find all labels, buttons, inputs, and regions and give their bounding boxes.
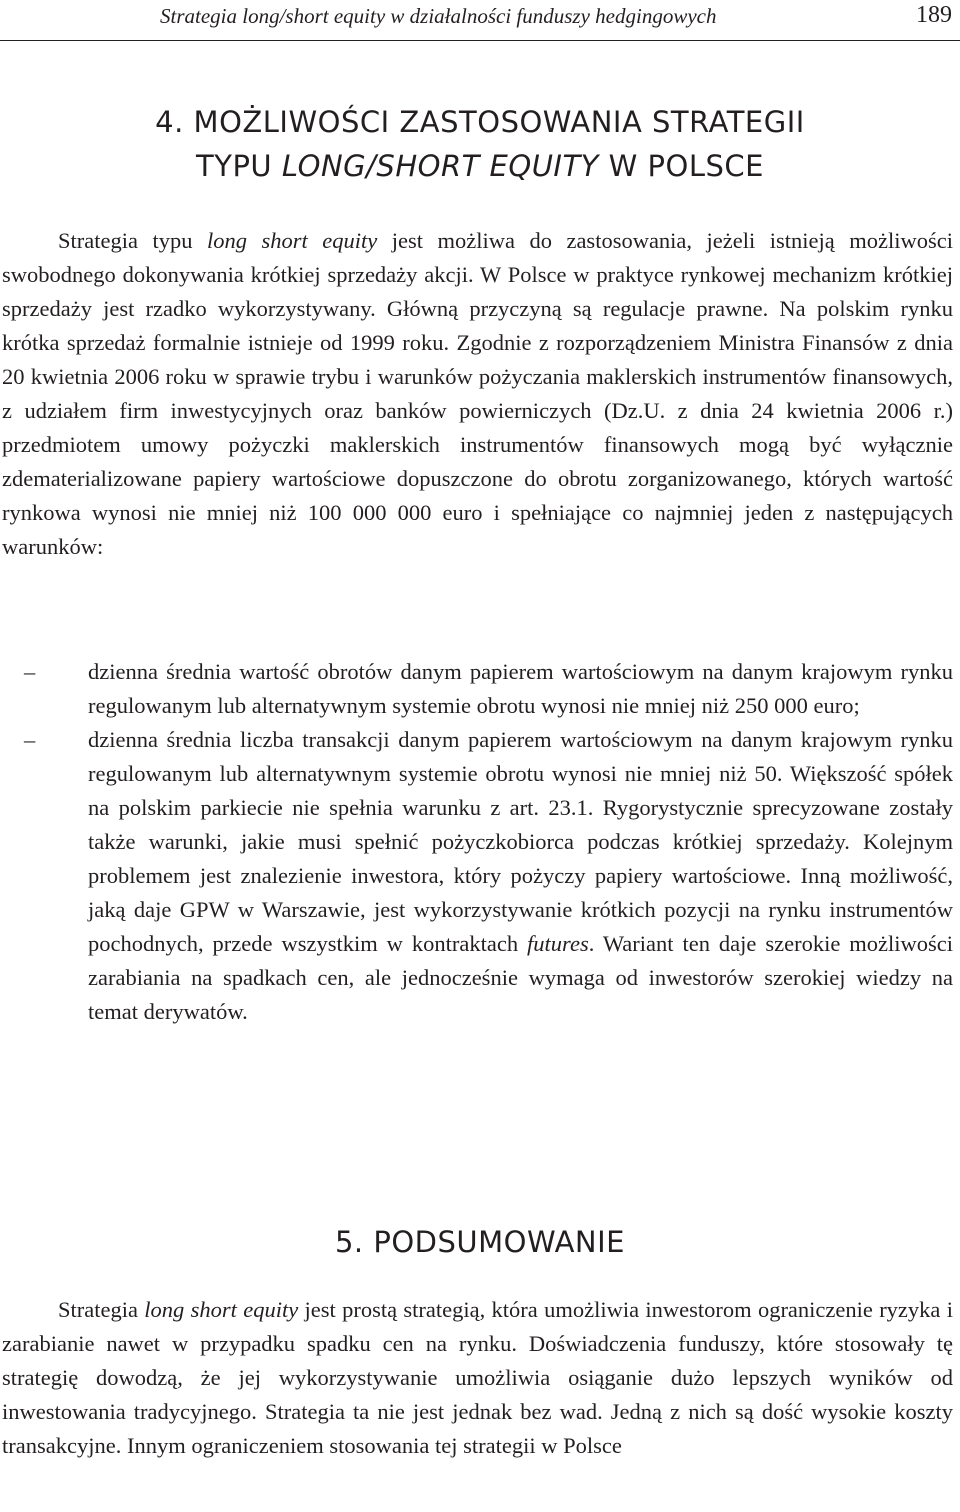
list-item [2, 655, 953, 723]
dash-marker: – [24, 727, 36, 752]
running-header-title: Strategia long/short equity w działalności funduszy hedgingowych [160, 4, 717, 28]
section-4-paragraph [2, 224, 953, 564]
bullet-2-text-end: . Wariant ten daje szerokie możliwości zarabiania na spadkach cen, ale jednocześnie wymaga od inwestorów szerokiej wiedzy na temat derywatów. [88, 931, 953, 1024]
bullet-2-text-start: dzienna średnia liczba transakcji danym papierem wartościowym na danym krajowym rynku regulowanym lub alternatywnym systemie obrotu wynosi nie mniej niż 50. Większość spółek na polskim parkiecie nie spełnia warunku z art. 23.1. Rygorystycznie sprecyzowane zostały także warunki, jakie musi spełnić pożyczkobiorca podczas krótkiej sprzedaży. Kolejnym problemem jest znalezienie inwestora, który pożyczy papiery wartościowe. Inną możliwość, jaką daje GPW w Warszawie, jest wykorzystywanie krótkich pozycji na rynku instrumentów pochodnych, przede wszystkim w kontraktach [88, 727, 953, 956]
section-4-para-start: Strategia typu [58, 228, 207, 253]
section-4-heading-line2-italic: LONG/SHORT EQUITY [281, 149, 599, 183]
section-5-heading: 5. PODSUMOWANIE [334, 1225, 625, 1259]
section-4-heading-line1: 4. MOŻLIWOŚCI ZASTOSOWANIA STRATEGII [155, 105, 805, 139]
list-item [2, 723, 953, 1029]
section-4-para-rest: jest możliwa do zastosowania, jeżeli istnieją możliwości swobodnego dokonywania krótkiej sprzedaży akcji. W Polsce w praktyce rynkowej mechanizm krótkiej sprzedaży jest rzadko wykorzystywany. Główną przyczyną są regulacje prawne. Na polskim rynku krótka sprzedaż formalnie istnieje od 1999 roku. Zgodnie z rozporządzeniem Ministra Finansów z dnia 20 kwietnia 2006 roku w sprawie trybu i warunków pożyczania maklerskich instrumentów finansowych, z udziałem firm inwestycyjnych oraz banków powierniczych (Dz.U. z dnia 24 kwietnia 2006 r.) przedmiotem umowy pożyczki maklerskich instrumentów finansowych mogą być wyłącznie zdematerializowane papiery wartościowe dopuszczone do obrotu zorganizowanego, których wartość rynkowa wynosi nie mniej niż 100 000 000 euro i spełniające co najmniej jeden z następujących warunków: [2, 228, 953, 559]
bullet-1-text: dzienna średnia wartość obrotów danym papierem wartościowym na danym krajowym rynku regulowanym lub alternatywnym systemie obrotu wynosi nie mniej niż 250 000 euro; [88, 659, 953, 718]
page-number: 189 [916, 2, 952, 28]
section-5-para-rest: jest prostą strategią, która umożliwia inwestorom ograniczenie ryzyka i zarabianie nawet w przypadku spadku cen na rynku. Doświadczenia funduszy, które stosowały tę strategię dowodzą, że jej wykorzystywanie umożliwia osiąganie dużo lepszych wyników od inwestowania tradycyjnego. Strategia ta nie jest jednak bez wad. Jedną z nich są dość wysokie koszty transakcyjne. Innym ograniczeniem stosowania tej strategii w Polsce [2, 1297, 953, 1458]
section-5-para-start: Strategia [58, 1297, 145, 1322]
section-4-heading-line2-prefix: TYPU [196, 149, 282, 183]
section-4-heading-line2-suffix: W POLSCE [598, 149, 764, 183]
conditions-list [2, 655, 953, 1029]
section-5-paragraph [2, 1293, 953, 1463]
bullet-2-italic: futures [527, 931, 589, 956]
section-4-heading [0, 100, 960, 188]
section-4-para-italic: long short equity [206, 228, 378, 253]
dash-marker: – [24, 659, 36, 684]
section-5-para-italic: long short equity [144, 1297, 299, 1322]
running-header [0, 0, 960, 41]
